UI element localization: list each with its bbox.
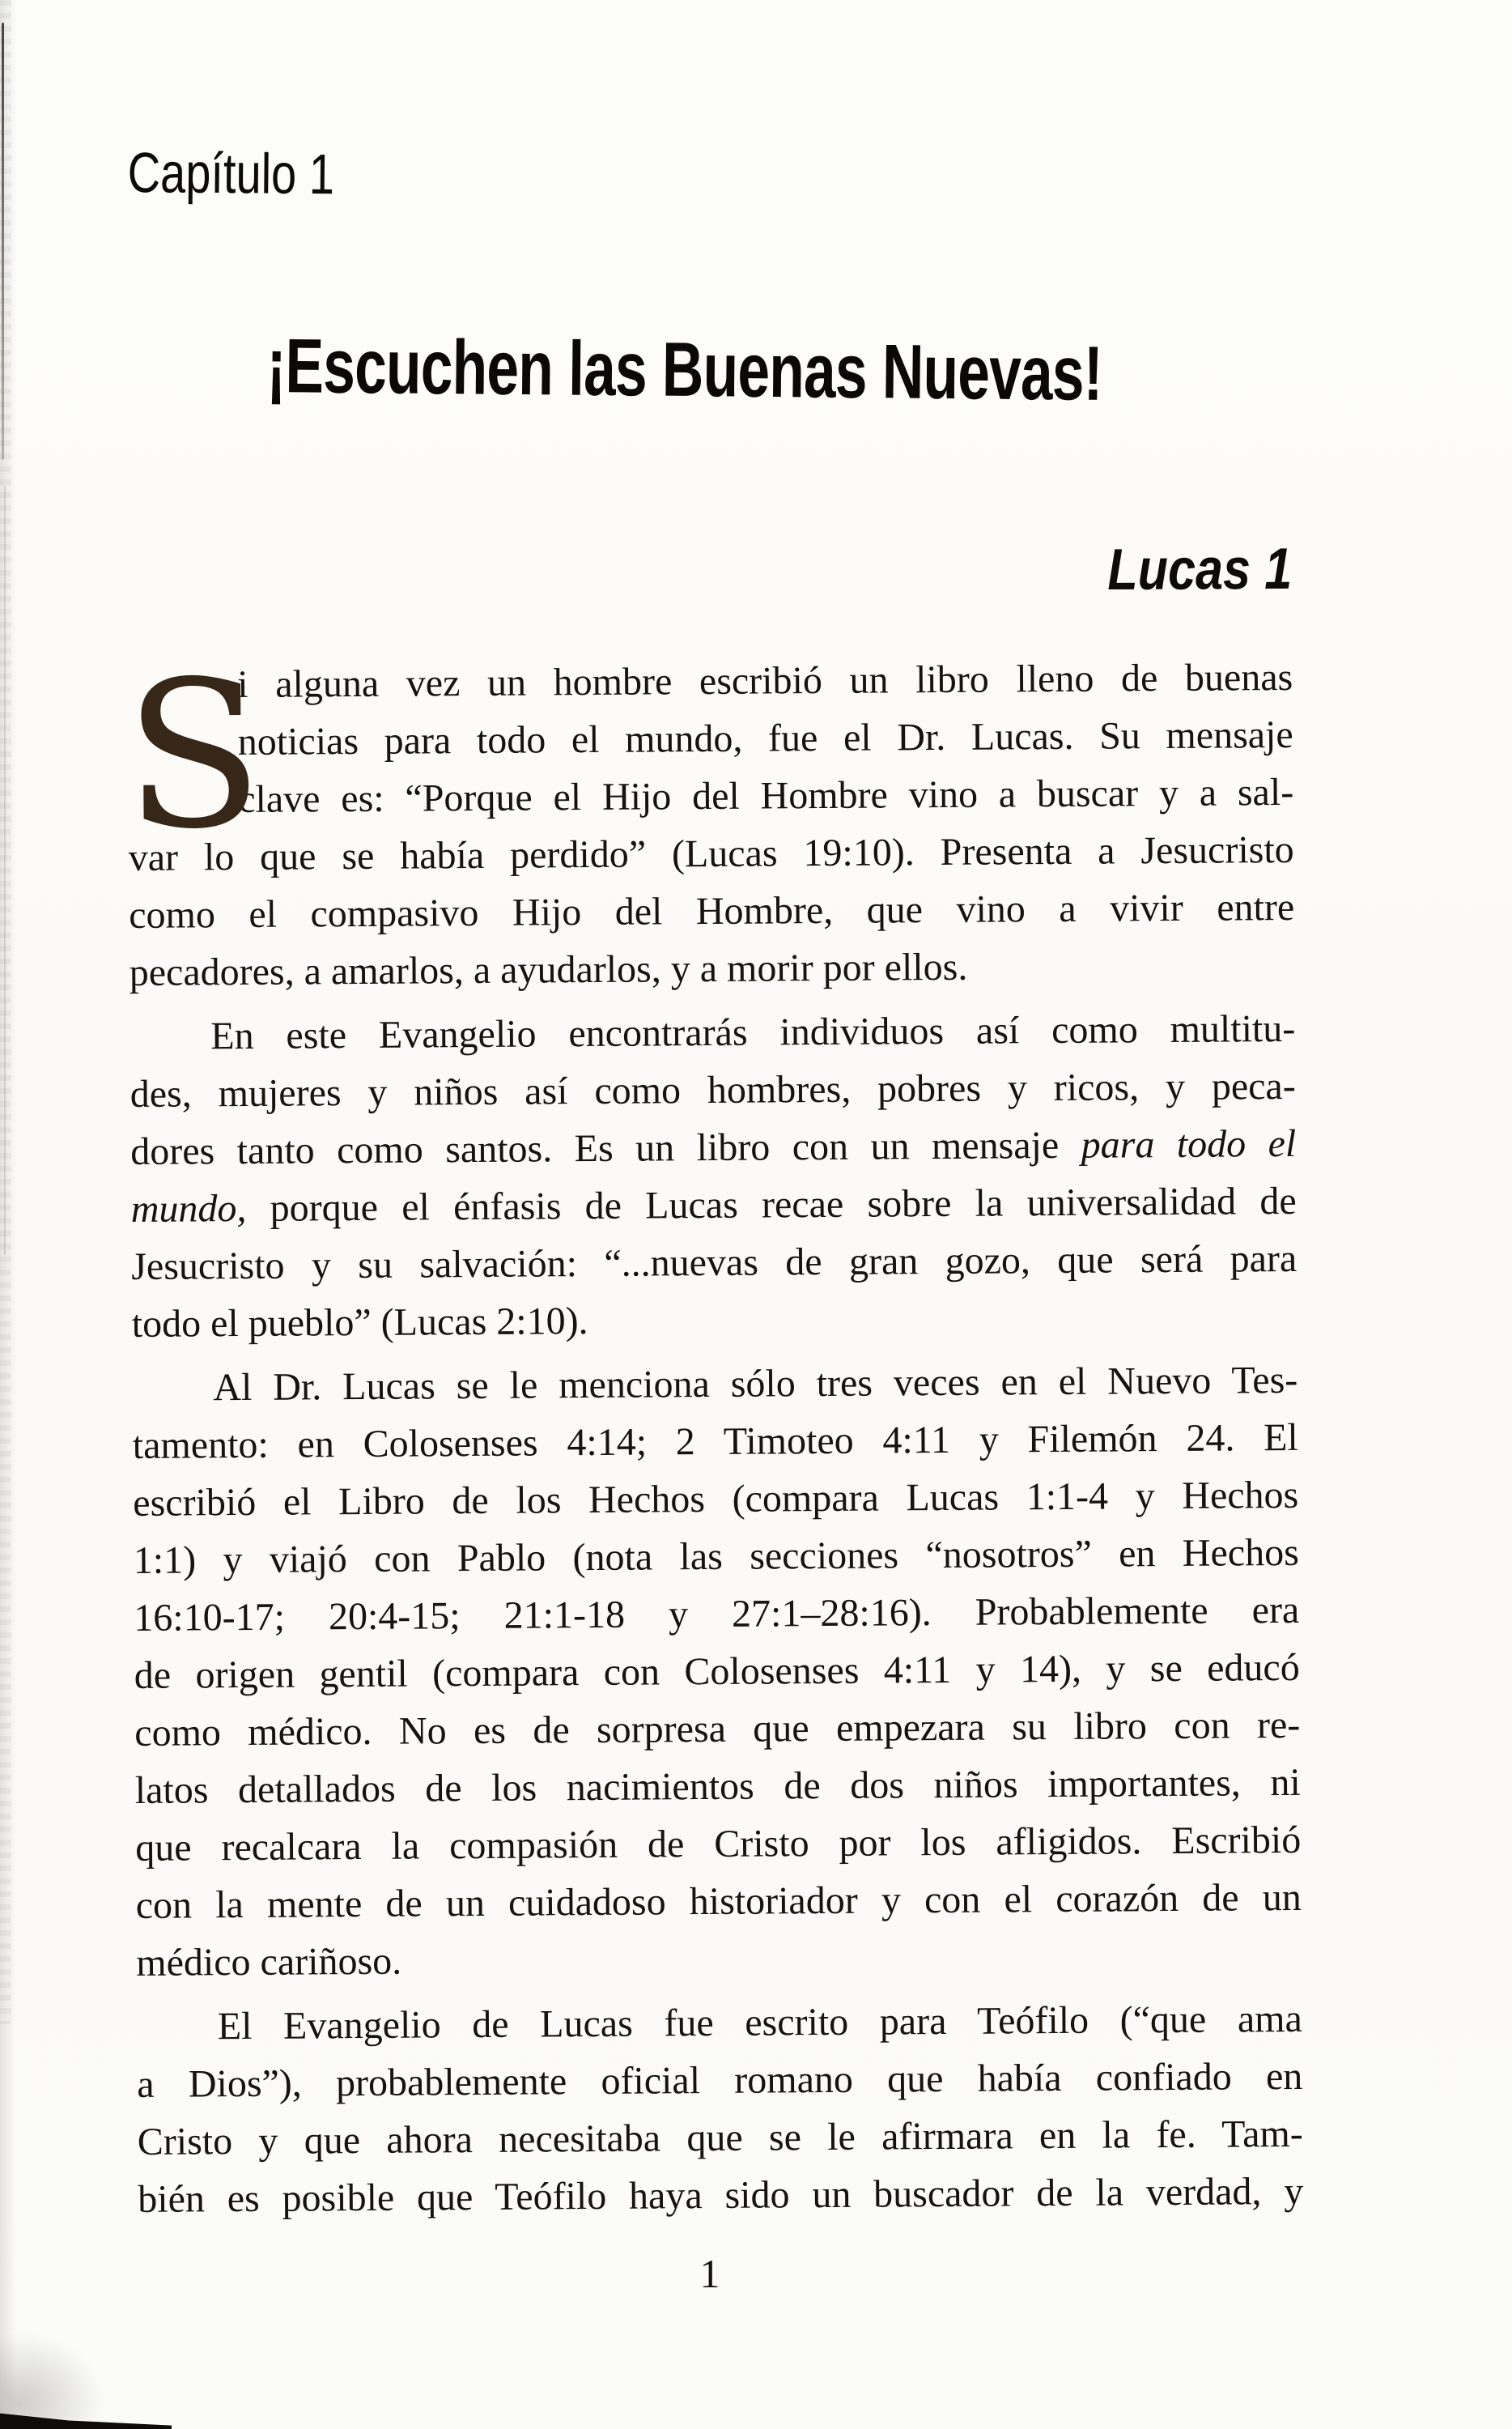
text-line: dores tanto como santos. Es un libro con un mensaje para todo el <box>130 1121 1297 1173</box>
scan-corner-smudge <box>0 2332 105 2423</box>
text-line: i alguna vez un hombre escribió un libro lleno de buenas <box>237 655 1293 707</box>
section-heading: Lucas 1 <box>1106 536 1293 602</box>
text-line: mundo, porque el énfasis de Lucas recae sobre la universalidad de <box>130 1179 1297 1231</box>
text-line: clave es: “Porque el Hijo del Hombre vino a buscar y a sal- <box>238 770 1294 822</box>
text-line: pecadores, a amarlos, a ayudarlos, y a morir por ellos. <box>129 945 968 994</box>
paragraph <box>132 1351 1302 1992</box>
text-line: En este Evangelio encontrarás individuos así como multitu- <box>210 1006 1296 1058</box>
text-line: tamento: en Colosenses 4:14; 2 Timoteo 4:11 y Filemón 24. El <box>132 1415 1298 1467</box>
text-line: con la mente de un cuidadoso historiador y con el corazón de un <box>135 1875 1302 1927</box>
text-line: Jesucristo y su salvación: “...nuevas de gran gozo, que será para <box>131 1236 1298 1288</box>
text-line: de origen gentil (compara con Colosenses 4:11 y 14), y se educó <box>134 1645 1300 1697</box>
paragraph <box>137 1990 1304 2228</box>
page-title: ¡Escuchen las Buenas Nuevas! <box>266 323 1103 417</box>
text-line: Cristo y que ahora necesitaba que se le afirmara en la fe. Tam- <box>137 2112 1303 2163</box>
text-line: noticias para todo el mundo, fue el Dr. Lucas. Su mensaje <box>237 713 1293 764</box>
text-line: a Dios”), probablemente oficial romano que había confiado en <box>137 2054 1303 2106</box>
chapter-label: Capítulo 1 <box>127 141 335 206</box>
drop-cap-letter: S <box>123 636 265 874</box>
paragraph <box>130 1000 1298 1353</box>
text-line: bién es posible que Teófilo haya sido un buscador de la verdad, y <box>138 2169 1304 2221</box>
text-line: todo el pueblo” (Lucas 2:10). <box>131 1300 588 1346</box>
text-line: como médico. No es de sorpresa que empezara su libro con re- <box>134 1703 1301 1755</box>
text-line: escribió el Libro de los Hechos (compara Lucas 1:1-4 y Hechos <box>133 1473 1299 1525</box>
text-line: Al Dr. Lucas se le menciona sólo tres veces en el Nuevo Tes- <box>213 1358 1298 1410</box>
body-text <box>123 636 1304 2228</box>
text-line: El Evangelio de Lucas fue escrito para Teófilo (“que ama <box>217 1997 1302 2048</box>
scan-edge-line <box>2 23 4 460</box>
text-line: 16:10-17; 20:4-15; 21:1-18 y 27:1–28:16). Probablemente era <box>134 1588 1300 1640</box>
scan-edge-line-faint <box>4 486 6 1255</box>
paragraph <box>123 636 1295 1002</box>
text-line: como el compasivo Hijo del Hombre, que vino a vivir entre <box>129 885 1295 937</box>
page-number: 1 <box>699 2251 720 2296</box>
text-line: var lo que se había perdido” (Lucas 19:10). Presenta a Jesucristo <box>128 827 1294 879</box>
text-line: latos detallados de los nacimientos de dos niños importantes, ni <box>134 1760 1301 1812</box>
text-line: 1:1) y viajó con Pablo (nota las secciones “nosotros” en Hechos <box>133 1530 1299 1582</box>
text-line: médico cariñoso. <box>136 1939 402 1984</box>
text-line: que recalcara la compasión de Cristo por los afligidos. Escribió <box>135 1818 1302 1870</box>
text-line: des, mujeres y niños así como hombres, pobres y ricos, y peca- <box>130 1064 1296 1116</box>
